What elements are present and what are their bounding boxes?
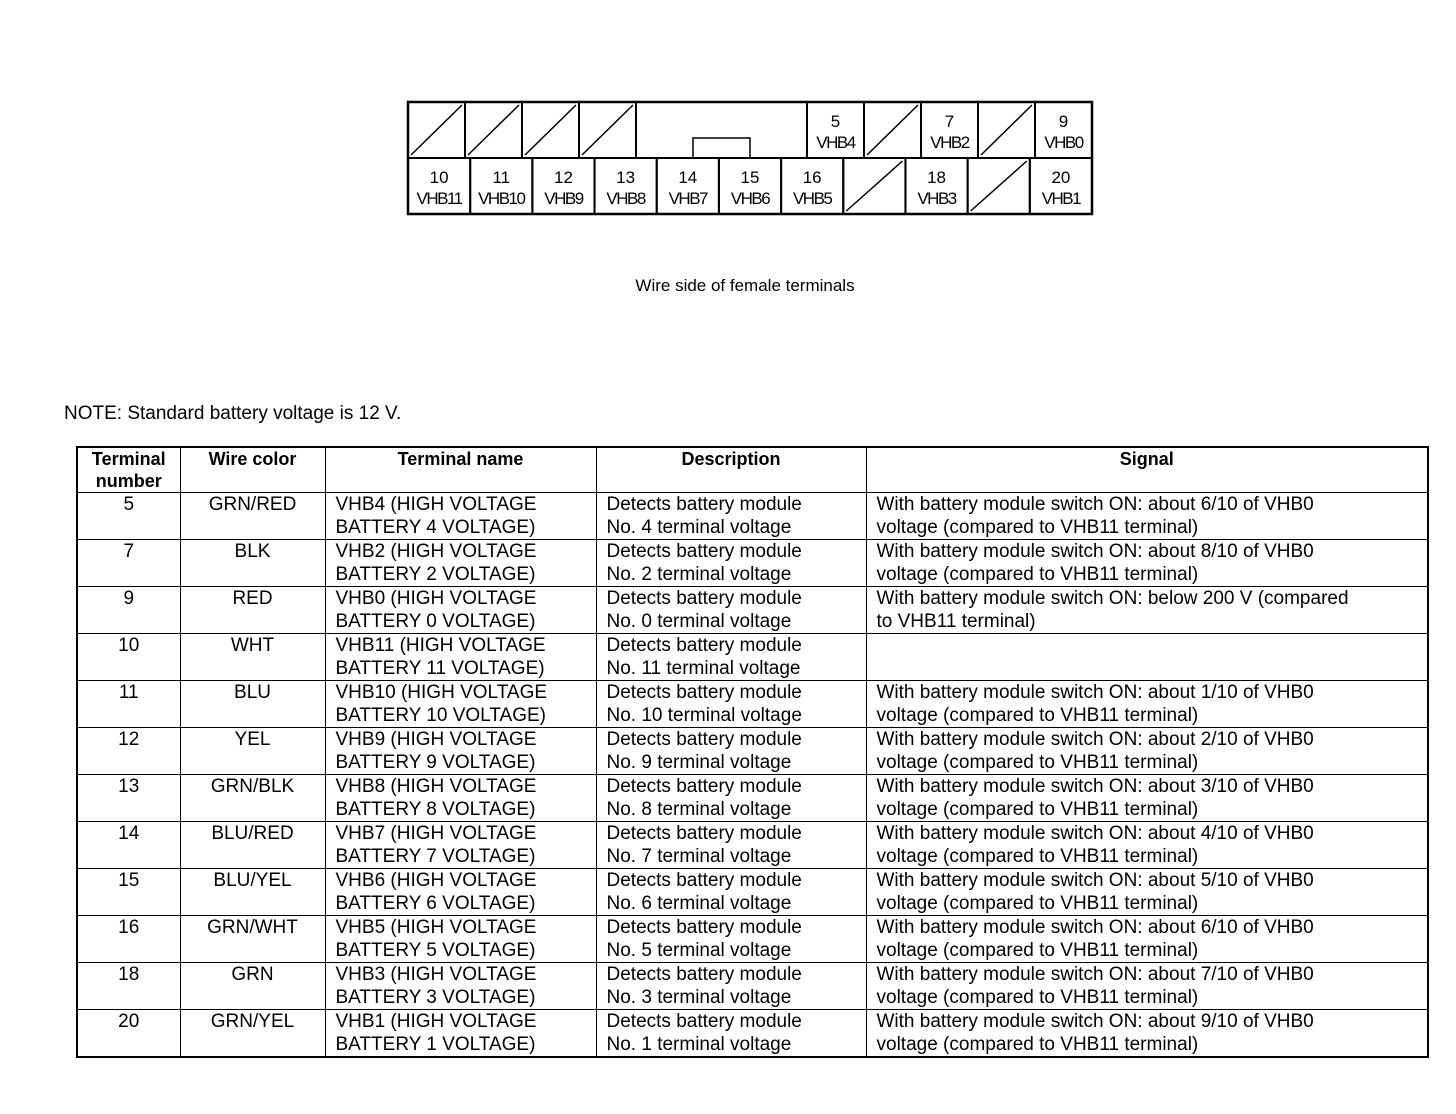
cell-terminal-name-line-2: BATTERY 4 VOLTAGE) [335, 517, 536, 538]
cell-description [596, 775, 866, 822]
cell-description [596, 540, 866, 587]
cell-terminal-number: 20 [77, 1010, 180, 1058]
cell-signal [866, 916, 1428, 963]
cell-signal-line-2: voltage (compared to VHB11 terminal) [876, 846, 1199, 867]
terminal-number-label: 9 [1058, 112, 1069, 131]
table-row [77, 493, 1428, 540]
cell-signal-line-1: With battery module switch ON: about 6/10 of VHB0 [876, 494, 1314, 515]
cell-description [596, 681, 866, 728]
header-signal: Signal [866, 447, 1428, 493]
terminal-name-label: VHB0 [1044, 133, 1083, 152]
cell-wire-color: BLU/RED [180, 822, 325, 869]
cell-terminal-name [325, 869, 596, 916]
terminal-name-label: VHB3 [917, 189, 956, 208]
terminal-number-label: 7 [944, 112, 955, 131]
cell-description-line-2: No. 1 terminal voltage [606, 1034, 792, 1055]
cell-terminal-name [325, 775, 596, 822]
table-row [77, 775, 1428, 822]
cell-wire-color: RED [180, 587, 325, 634]
cell-wire-color: GRN/RED [180, 493, 325, 540]
table-row [77, 822, 1428, 869]
header-terminal-name: Terminal name [325, 447, 596, 493]
empty-cavity-slash [411, 105, 462, 155]
cell-terminal-number: 18 [77, 963, 180, 1010]
terminal-number-label: 20 [1051, 168, 1071, 187]
cell-terminal-name-line-1: VHB8 (HIGH VOLTAGE [335, 776, 537, 797]
cell-description-line-2: No. 10 terminal voltage [606, 705, 802, 726]
empty-cavity-slash [525, 105, 576, 155]
connector-latch [693, 138, 750, 158]
terminal-number-label: 18 [927, 168, 947, 187]
cell-description [596, 963, 866, 1010]
table-row [77, 681, 1428, 728]
cell-terminal-number: 10 [77, 634, 180, 681]
cell-terminal-name-line-2: BATTERY 7 VOLTAGE) [335, 846, 536, 867]
cell-signal [866, 493, 1428, 540]
cell-wire-color: YEL [180, 728, 325, 775]
empty-cavity-slash [582, 105, 633, 155]
cell-terminal-number: 11 [77, 681, 180, 728]
cell-terminal-name-line-1: VHB5 (HIGH VOLTAGE [335, 917, 537, 938]
cell-signal-line-1: With battery module switch ON: about 1/10 of VHB0 [876, 682, 1314, 703]
cell-signal [866, 728, 1428, 775]
cell-terminal-name-line-2: BATTERY 9 VOLTAGE) [335, 752, 536, 773]
cell-signal [866, 1010, 1428, 1058]
terminal-number-label: 10 [429, 168, 449, 187]
cell-description-line-1: Detects battery module [606, 541, 802, 562]
cell-terminal-number: 16 [77, 916, 180, 963]
terminal-name-label: VHB1 [1041, 189, 1081, 208]
empty-cavity-slash [981, 105, 1032, 155]
connector-caption: Wire side of female terminals [635, 276, 855, 295]
cell-description [596, 822, 866, 869]
terminal-name-label: VHB8 [606, 189, 645, 208]
cell-signal-line-2: voltage (compared to VHB11 terminal) [876, 987, 1199, 1008]
cell-signal-line-1: With battery module switch ON: below 200 V (compared [876, 588, 1349, 609]
cell-description-line-2: No. 9 terminal voltage [606, 752, 792, 773]
cell-signal-line-2: voltage (compared to VHB11 terminal) [876, 940, 1199, 961]
header-terminal-number-line-2: number [95, 471, 162, 491]
table-row [77, 916, 1428, 963]
cell-signal [866, 681, 1428, 728]
cell-description-line-1: Detects battery module [606, 917, 802, 938]
terminal-name-label: VHB10 [478, 189, 525, 208]
cell-description [596, 587, 866, 634]
table-row [77, 587, 1428, 634]
cell-signal-line-2: voltage (compared to VHB11 terminal) [876, 1034, 1199, 1055]
cell-terminal-number: 12 [77, 728, 180, 775]
connector-diagram [405, 100, 1095, 218]
cell-terminal-name-line-1: VHB0 (HIGH VOLTAGE [335, 588, 537, 609]
cell-signal [866, 587, 1428, 634]
cell-terminal-name [325, 963, 596, 1010]
cell-description-line-1: Detects battery module [606, 870, 802, 891]
table-row [77, 634, 1428, 681]
cell-signal-line-2: to VHB11 terminal) [876, 611, 1036, 632]
table-header-row [77, 447, 1428, 493]
cell-description-line-1: Detects battery module [606, 588, 802, 609]
cell-terminal-name [325, 1010, 596, 1058]
cell-description [596, 493, 866, 540]
header-description: Description [596, 447, 866, 493]
cell-terminal-name [325, 493, 596, 540]
cell-terminal-number: 9 [77, 587, 180, 634]
cell-signal-line-1: With battery module switch ON: about 2/10 of VHB0 [876, 729, 1314, 750]
cell-description-line-2: No. 8 terminal voltage [606, 799, 792, 820]
cell-signal [866, 963, 1428, 1010]
cell-description-line-1: Detects battery module [606, 823, 802, 844]
cell-signal-line-2: voltage (compared to VHB11 terminal) [876, 705, 1199, 726]
cell-description-line-2: No. 7 terminal voltage [606, 846, 792, 867]
cell-wire-color: BLK [180, 540, 325, 587]
cell-terminal-name-line-1: VHB6 (HIGH VOLTAGE [335, 870, 537, 891]
cell-signal-line-2: voltage (compared to VHB11 terminal) [876, 752, 1199, 773]
cell-terminal-name [325, 681, 596, 728]
cell-description-line-2: No. 5 terminal voltage [606, 940, 792, 961]
cell-terminal-name [325, 634, 596, 681]
cell-description-line-2: No. 3 terminal voltage [606, 987, 792, 1008]
cell-description-line-2: No. 6 terminal voltage [606, 893, 792, 914]
terminal-name-label: VHB6 [730, 189, 770, 208]
cell-description [596, 728, 866, 775]
cell-signal-line-1: With battery module switch ON: about 4/10 of VHB0 [876, 823, 1314, 844]
cell-terminal-name [325, 822, 596, 869]
cell-terminal-name-line-2: BATTERY 10 VOLTAGE) [335, 705, 546, 726]
cell-signal-line-1: With battery module switch ON: about 6/10 of VHB0 [876, 917, 1314, 938]
cell-description [596, 1010, 866, 1058]
cell-terminal-name-line-1: VHB2 (HIGH VOLTAGE [335, 541, 537, 562]
cell-signal-line-1: With battery module switch ON: about 8/10 of VHB0 [876, 541, 1314, 562]
header-terminal-number-line-1: Terminal [91, 449, 166, 469]
table-row [77, 540, 1428, 587]
cell-terminal-name-line-2: BATTERY 6 VOLTAGE) [335, 893, 536, 914]
cell-terminal-name-line-1: VHB9 (HIGH VOLTAGE [335, 729, 537, 750]
cell-wire-color: GRN [180, 963, 325, 1010]
cell-wire-color: GRN/YEL [180, 1010, 325, 1058]
header-terminal-number [77, 447, 180, 493]
cell-signal-line-2: voltage (compared to VHB11 terminal) [876, 517, 1199, 538]
terminal-name-label: VHB7 [668, 189, 708, 208]
cell-wire-color: GRN/WHT [180, 916, 325, 963]
cell-description-line-2: No. 2 terminal voltage [606, 564, 792, 585]
cell-description-line-1: Detects battery module [606, 635, 802, 656]
terminal-name-label: VHB5 [792, 189, 832, 208]
cell-wire-color: BLU/YEL [180, 869, 325, 916]
cell-description-line-1: Detects battery module [606, 494, 802, 515]
cell-terminal-number: 15 [77, 869, 180, 916]
cell-signal [866, 634, 1428, 681]
cell-terminal-number: 13 [77, 775, 180, 822]
cell-signal-line-2: voltage (compared to VHB11 terminal) [876, 564, 1199, 585]
voltage-note: NOTE: Standard battery voltage is 12 V. [64, 403, 402, 424]
cell-description [596, 916, 866, 963]
connector-drawing [405, 100, 1095, 218]
cell-description-line-1: Detects battery module [606, 1011, 802, 1032]
cell-terminal-name-line-2: BATTERY 0 VOLTAGE) [335, 611, 536, 632]
cell-description [596, 869, 866, 916]
cell-terminal-name [325, 540, 596, 587]
terminal-number-label: 5 [830, 112, 841, 131]
cell-terminal-name-line-1: VHB10 (HIGH VOLTAGE [335, 682, 548, 703]
table-row [77, 869, 1428, 916]
cell-wire-color: BLU [180, 681, 325, 728]
cell-terminal-name-line-1: VHB11 (HIGH VOLTAGE [335, 635, 546, 656]
cell-description-line-1: Detects battery module [606, 682, 802, 703]
terminal-number-label: 12 [553, 168, 573, 187]
cell-wire-color: GRN/BLK [180, 775, 325, 822]
terminal-table [76, 446, 1429, 1058]
cell-description-line-1: Detects battery module [606, 776, 802, 797]
terminal-number-label: 15 [740, 168, 760, 187]
cell-terminal-name-line-2: BATTERY 5 VOLTAGE) [335, 940, 536, 961]
empty-cavity-slash [971, 161, 1027, 211]
cell-terminal-name-line-1: VHB3 (HIGH VOLTAGE [335, 964, 537, 985]
terminal-name-label: VHB9 [544, 189, 583, 208]
terminal-name-label: VHB4 [816, 133, 855, 152]
terminal-name-label: VHB2 [930, 133, 969, 152]
table-row [77, 1010, 1428, 1058]
terminal-number-label: 13 [616, 168, 636, 187]
cell-signal-line-2: voltage (compared to VHB11 terminal) [876, 799, 1199, 820]
table-row [77, 728, 1428, 775]
cell-terminal-name-line-2: BATTERY 2 VOLTAGE) [335, 564, 536, 585]
cell-terminal-name [325, 916, 596, 963]
table-row [77, 963, 1428, 1010]
cell-signal [866, 775, 1428, 822]
cell-signal-line-1: With battery module switch ON: about 9/10 of VHB0 [876, 1011, 1314, 1032]
cell-terminal-name-line-1: VHB4 (HIGH VOLTAGE [335, 494, 537, 515]
cell-terminal-name-line-2: BATTERY 8 VOLTAGE) [335, 799, 536, 820]
empty-cavity-slash [846, 161, 902, 211]
cell-terminal-name-line-2: BATTERY 3 VOLTAGE) [335, 987, 536, 1008]
cell-signal [866, 869, 1428, 916]
terminal-number-label: 16 [802, 168, 822, 187]
cell-terminal-number: 14 [77, 822, 180, 869]
cell-signal-line-1: With battery module switch ON: about 3/10 of VHB0 [876, 776, 1314, 797]
cell-signal-line-1: With battery module switch ON: about 5/10 of VHB0 [876, 870, 1314, 891]
cell-signal [866, 822, 1428, 869]
cell-description-line-2: No. 11 terminal voltage [606, 658, 801, 679]
cell-terminal-name-line-2: BATTERY 11 VOLTAGE) [335, 658, 545, 679]
cell-description-line-2: No. 4 terminal voltage [606, 517, 792, 538]
terminal-number-label: 11 [492, 168, 511, 187]
terminal-number-label: 14 [678, 168, 698, 187]
cell-description-line-2: No. 0 terminal voltage [606, 611, 792, 632]
cell-terminal-name-line-1: VHB1 (HIGH VOLTAGE [335, 1011, 537, 1032]
empty-cavity-slash [468, 105, 519, 155]
cell-terminal-number: 7 [77, 540, 180, 587]
terminal-name-label: VHB11 [416, 189, 462, 208]
cell-signal [866, 540, 1428, 587]
cell-description-line-1: Detects battery module [606, 729, 802, 750]
cell-terminal-name-line-1: VHB7 (HIGH VOLTAGE [335, 823, 537, 844]
cell-description-line-1: Detects battery module [606, 964, 802, 985]
cell-description [596, 634, 866, 681]
cell-terminal-name [325, 587, 596, 634]
cell-wire-color: WHT [180, 634, 325, 681]
empty-cavity-slash [867, 105, 918, 155]
cell-terminal-name-line-2: BATTERY 1 VOLTAGE) [335, 1034, 536, 1055]
header-wire-color: Wire color [180, 447, 325, 493]
cell-signal-line-1: With battery module switch ON: about 7/10 of VHB0 [876, 964, 1314, 985]
cell-terminal-name [325, 728, 596, 775]
cell-signal-line-2: voltage (compared to VHB11 terminal) [876, 893, 1199, 914]
cell-terminal-number: 5 [77, 493, 180, 540]
